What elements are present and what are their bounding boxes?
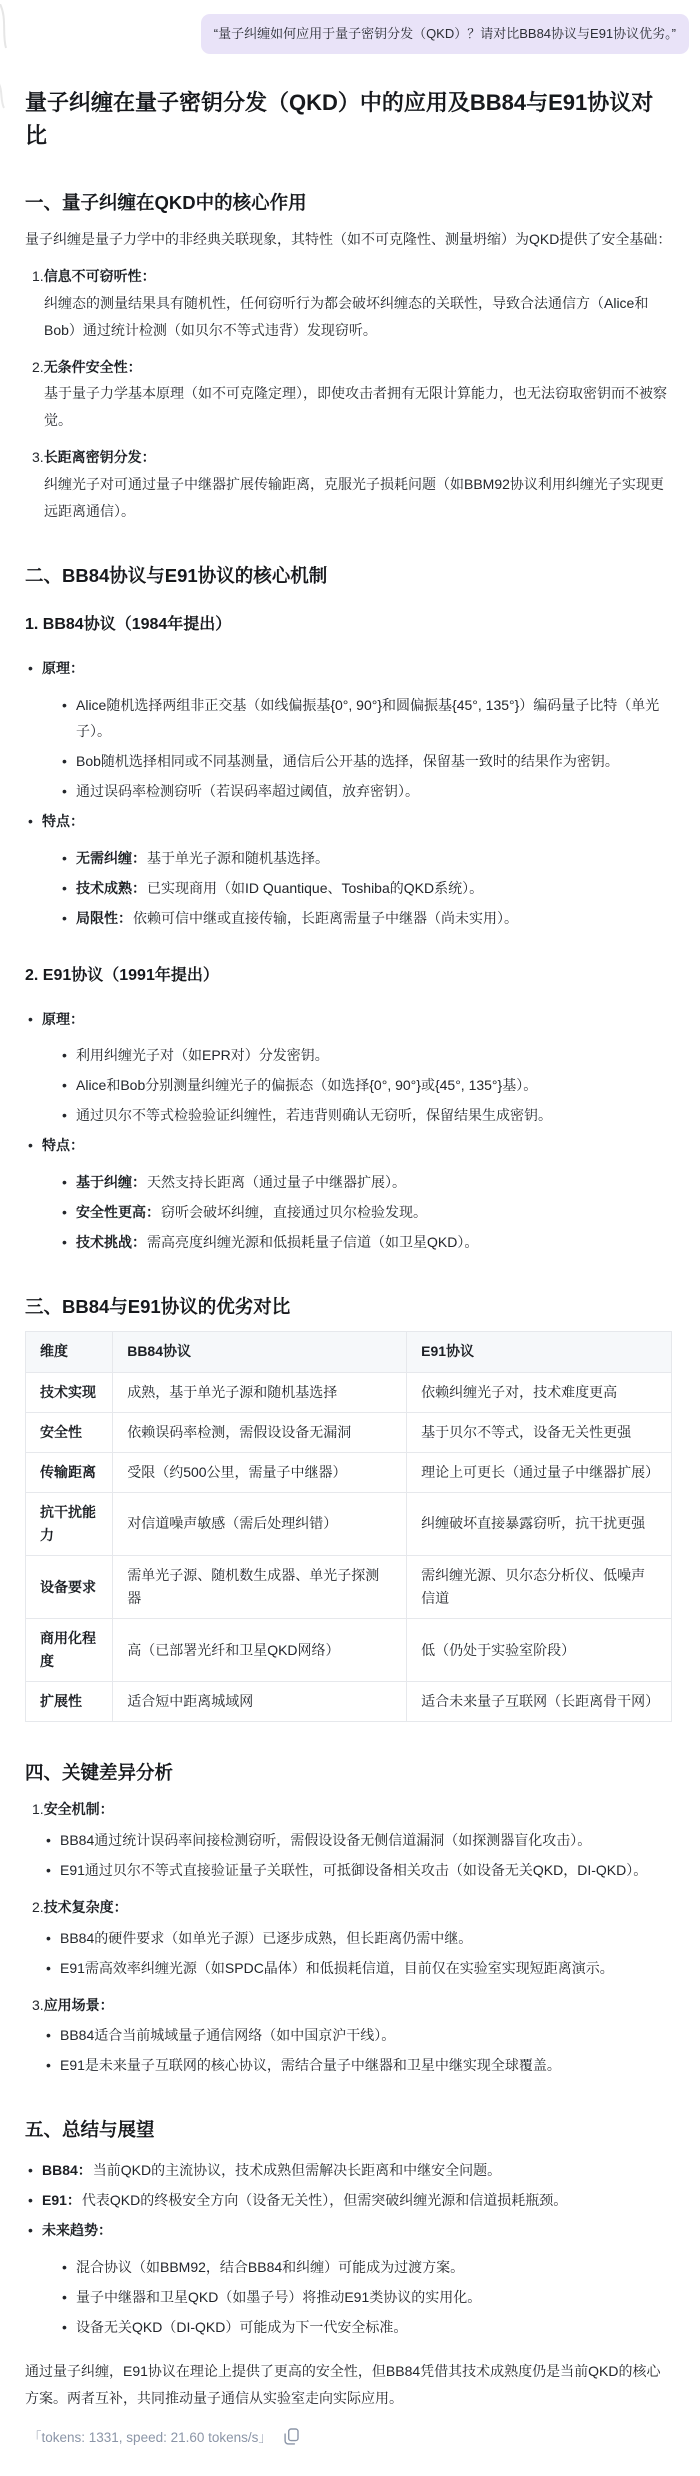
bullet-text: 量子中继器和卫星QKD（如墨子号）将推动E91类协议的实用化。 [76,2288,482,2305]
bullet-label: E91： [42,2192,81,2208]
user-query-text: “量子纠缠如何应用于量子密钥分发（QKD）？请对比BB84协议与E91协议优劣。” [213,26,676,41]
bb84-heading: 1. BB84协议（1984年提出） [25,615,232,633]
bullet-label: 安全性更高： [76,1203,160,1220]
section5-heading: 五、总结与展望 [25,2119,155,2141]
bb84-principle-list [62,692,672,806]
item-number: 2. [32,358,44,375]
bullet-label: 基于纠缠： [76,1173,146,1190]
bullet-label: 技术挑战： [76,1233,146,1250]
group-label: 特点： [42,813,84,830]
table-cell: 对信道噪声敏感（需后处理纠错） [113,1492,407,1555]
table-cell: 依赖纠缠光子对，技术难度更高 [407,1372,672,1412]
bullet-text: 通过贝尔不等式检验验证纠缠性，若违背则确认无窃听，保留结果生成密钥。 [76,1107,552,1124]
bullet-item [28,2217,672,2341]
item-label: 安全机制： [43,1801,114,1818]
bullet-item [62,1102,672,1129]
section4-list [32,1796,672,2079]
bullet-text: Alice随机选择两组非正交基（如线偏振基{0°, 90°}和圆偏振基{45°, 135°}）编码量子比特（单光子）。 [76,696,660,740]
bullet-text: BB84的硬件要求（如单光子源）已逐步成熟，但长距离仍需中继。 [60,1929,473,1946]
bullet-text: 利用纠缠光子对（如EPR对）分发密钥。 [76,1047,329,1064]
token-stats: 「tokens: 1331, speed: 21.60 tokens/s」 [28,2430,272,2446]
item-number: 1. [32,1801,44,1818]
bullet-label: 无需纠缠： [76,849,146,866]
bullet-text: 依赖可信中继或直接传输，长距离需量子中继器（尚未实用）。 [133,909,518,926]
e91-principle-group [28,1006,672,1130]
list-item [32,444,672,525]
bullet-item [46,2022,672,2049]
user-query-bubble [201,14,689,54]
item-text: 纠缠态的测量结果具有随机性，任何窃听行为都会破坏纠缠态的关联性，导致合法通信方（Alice和Bob）通过统计检测（如贝尔不等式违背）发现窃听。 [44,294,649,338]
bullet-item [62,2314,672,2341]
table-cell: 抗干扰能力 [26,1492,113,1555]
bullet-text: 通过误码率检测窃听（若误码率超过阈值，放弃密钥）。 [76,783,419,800]
bullet-text: Bob随机选择相同或不同基测量，通信后公开基的选择，保留基一致时的结果作为密钥。 [76,753,619,770]
sub-bullet-list [46,2022,672,2079]
group-label: 原理： [42,1010,84,1027]
bullet-item [28,2187,672,2214]
table-cell: 安全性 [26,1412,113,1452]
bullet-text: E91是未来量子互联网的核心协议，需结合量子中继器和卫星中继实现全球覆盖。 [60,2057,561,2074]
item-number: 3. [32,1996,44,2013]
table-cell: 商用化程度 [26,1619,113,1682]
table-cell: 需纠缠光源、贝尔态分析仪、低噪声信道 [407,1556,672,1619]
item-number: 3. [32,449,44,466]
table-cell: 基于贝尔不等式，设备无关性更强 [407,1412,672,1452]
bullet-item [28,2157,672,2184]
bullet-text: 天然支持长距离（通过量子中继器扩展）。 [147,1173,406,1190]
table-row [26,1619,672,1682]
bullet-text: E91需高效率纠缠光源（如SPDC晶体）和低损耗信道，目前仅在实验室实现短距离演示。 [60,1959,614,1976]
item-number: 2. [32,1898,44,1915]
bullet-text: Alice和Bob分别测量纠缠光子的偏振态（如选择{0°, 90°}或{45°, 135°}基）。 [76,1077,538,1094]
item-label: 技术复杂度： [43,1898,128,1915]
bullet-text: 当前QKD的主流协议，技术成熟但需解决长距离和中继安全问题。 [92,2162,502,2179]
bullet-item [62,1072,672,1099]
bullet-item [46,1827,672,1854]
section4-heading: 四、关键差异分析 [25,1762,174,1784]
list-item [32,263,672,344]
future-trends-list [62,2254,672,2341]
item-text: 纠缠光子对可通过量子中继器扩展传输距离，克服光子损耗问题（如BBM92协议利用纠缠光子实现更远距离通信）。 [44,476,664,519]
item-label: 信息不可窃听性： [43,267,156,284]
page-title: 量子纠缠在量子密钥分发（QKD）中的应用及BB84与E91协议对比 [25,90,654,149]
bullet-item [62,748,672,775]
bullet-text: 混合协议（如BBM92，结合BB84和纠缠）可能成为过渡方案。 [76,2258,465,2275]
e91-features-group [28,1132,672,1256]
item-label: 应用场景： [43,1996,114,2013]
table-row [26,1412,672,1452]
e91-groups [28,1006,672,1256]
table-cell: 需单光子源、随机数生成器、单光子探测器 [113,1556,407,1619]
item-text: 基于量子力学基本原理（如不可克隆定理），即使攻击者拥有无限计算能力，也无法窃取密钥而不被察觉。 [44,385,667,429]
bullet-item [62,845,672,872]
bullet-text: 基于单光子源和随机基选择。 [147,849,329,866]
table-row [26,1372,672,1412]
bullet-text: 需高亮度纠缠光源和低损耗量子信道（如卫星QKD）。 [147,1233,479,1250]
bullet-label: 技术成熟： [76,879,146,896]
column-header: E91协议 [407,1332,672,1372]
table-header-row [26,1332,672,1372]
section2-heading: 二、BB84协议与E91协议的核心机制 [25,564,328,586]
table-cell: 适合短中距离城域网 [113,1682,407,1722]
e91-principle-list [62,1042,672,1129]
column-header: 维度 [26,1332,113,1372]
bullet-text: BB84适合当前城域量子通信网络（如中国京沪干线）。 [60,2027,396,2044]
list-item [32,1796,672,1884]
table-cell: 传输距离 [26,1452,113,1492]
bullet-item [62,905,672,932]
bb84-features-group [28,808,672,932]
table-row [26,1452,672,1492]
bullet-text: BB84通过统计误码率间接检测窃听，需假设设备无侧信道漏洞（如探测器盲化攻击）。 [60,1832,592,1849]
bullet-item [62,1169,672,1196]
table-row [26,1492,672,1555]
bullet-item [46,1857,672,1884]
section1-list [32,263,672,525]
assistant-response [0,86,700,2446]
bb84-features-list [62,845,672,932]
table-cell: 适合未来量子互联网（长距离骨干网） [407,1682,672,1722]
comparison-table [25,1331,672,1722]
e91-features-list [62,1169,672,1256]
section3-heading: 三、BB84与E91协议的优劣对比 [25,1295,291,1317]
table-row [26,1682,672,1722]
bullet-item [62,1199,672,1226]
bullet-item [46,2052,672,2079]
section5-list [28,2157,672,2340]
bullet-text: 设备无关QKD（DI-QKD）可能成为下一代安全标准。 [76,2318,408,2335]
bullet-item [62,692,672,746]
bullet-label: 未来趋势： [42,2221,112,2238]
table-row [26,1556,672,1619]
table-cell: 扩展性 [26,1682,113,1722]
table-cell: 受限（约500公里，需量子中继器） [113,1452,407,1492]
bullet-item [46,1955,672,1982]
column-header: BB84协议 [113,1332,407,1372]
bullet-item [62,875,672,902]
bullet-text: 代表QKD的终极安全方向（设备无关性），但需突破纠缠光源和信道损耗瓶颈。 [81,2192,568,2208]
table-cell: 设备要求 [26,1556,113,1619]
user-query-row [0,14,700,54]
bullet-text: 窃听会破坏纠缠，直接通过贝尔检验发现。 [161,1203,427,1220]
item-number: 1. [32,267,44,284]
bullet-text: E91通过贝尔不等式直接验证量子关联性，可抵御设备相关攻击（如设备无关QKD，DI-QKD）。 [60,1862,648,1879]
bullet-label: BB84： [42,2162,92,2179]
bullet-text: 已实现商用（如ID Quantique、Toshiba的QKD系统）。 [147,879,484,896]
table-cell: 成熟，基于单光子源和随机基选择 [113,1372,407,1412]
section1-intro: 量子纠缠是量子力学中的非经典关联现象，其特性（如不可克隆性、测量坍缩）为QKD提供了安全基础： [25,231,672,248]
table-cell: 依赖误码率检测，需假设设备无漏洞 [113,1412,407,1452]
bullet-item [62,1042,672,1069]
bb84-groups [28,655,672,932]
item-label: 无条件安全性： [43,358,142,375]
list-item [32,1894,672,1982]
bullet-item [62,2254,672,2281]
group-label: 原理： [42,659,84,676]
bullet-item [46,1925,672,1952]
bullet-item [62,2284,672,2311]
list-item [32,354,672,435]
bullet-item [62,1229,672,1256]
list-item [32,1992,672,2080]
e91-heading: 2. E91协议（1991年提出） [25,966,219,984]
bullet-label: 局限性： [76,909,132,926]
sub-bullet-list [46,1925,672,1982]
sub-bullet-list [46,1827,672,1884]
closing-paragraph: 通过量子纠缠，E91协议在理论上提供了更高的安全性，但BB84凭借其技术成熟度仍是当前QKD的核心方案。两者互补，共同推动量子通信从实验室走向实际应用。 [25,2363,661,2407]
bullet-item [62,778,672,805]
table-cell: 技术实现 [26,1372,113,1412]
response-footer [25,2426,672,2446]
table-cell: 理论上可更长（通过量子中继器扩展） [407,1452,672,1492]
table-cell: 纠缠破坏直接暴露窃听，抗干扰更强 [407,1492,672,1555]
table-cell: 低（仍处于实验室阶段） [407,1619,672,1682]
group-label: 特点： [42,1137,84,1154]
section1-heading: 一、量子纠缠在QKD中的核心作用 [25,192,307,214]
table-cell: 高（已部署光纤和卫星QKD网络） [113,1619,407,1682]
copy-icon[interactable] [284,2428,299,2445]
item-label: 长距离密钥分发： [43,449,156,466]
bb84-principle-group [28,655,672,805]
